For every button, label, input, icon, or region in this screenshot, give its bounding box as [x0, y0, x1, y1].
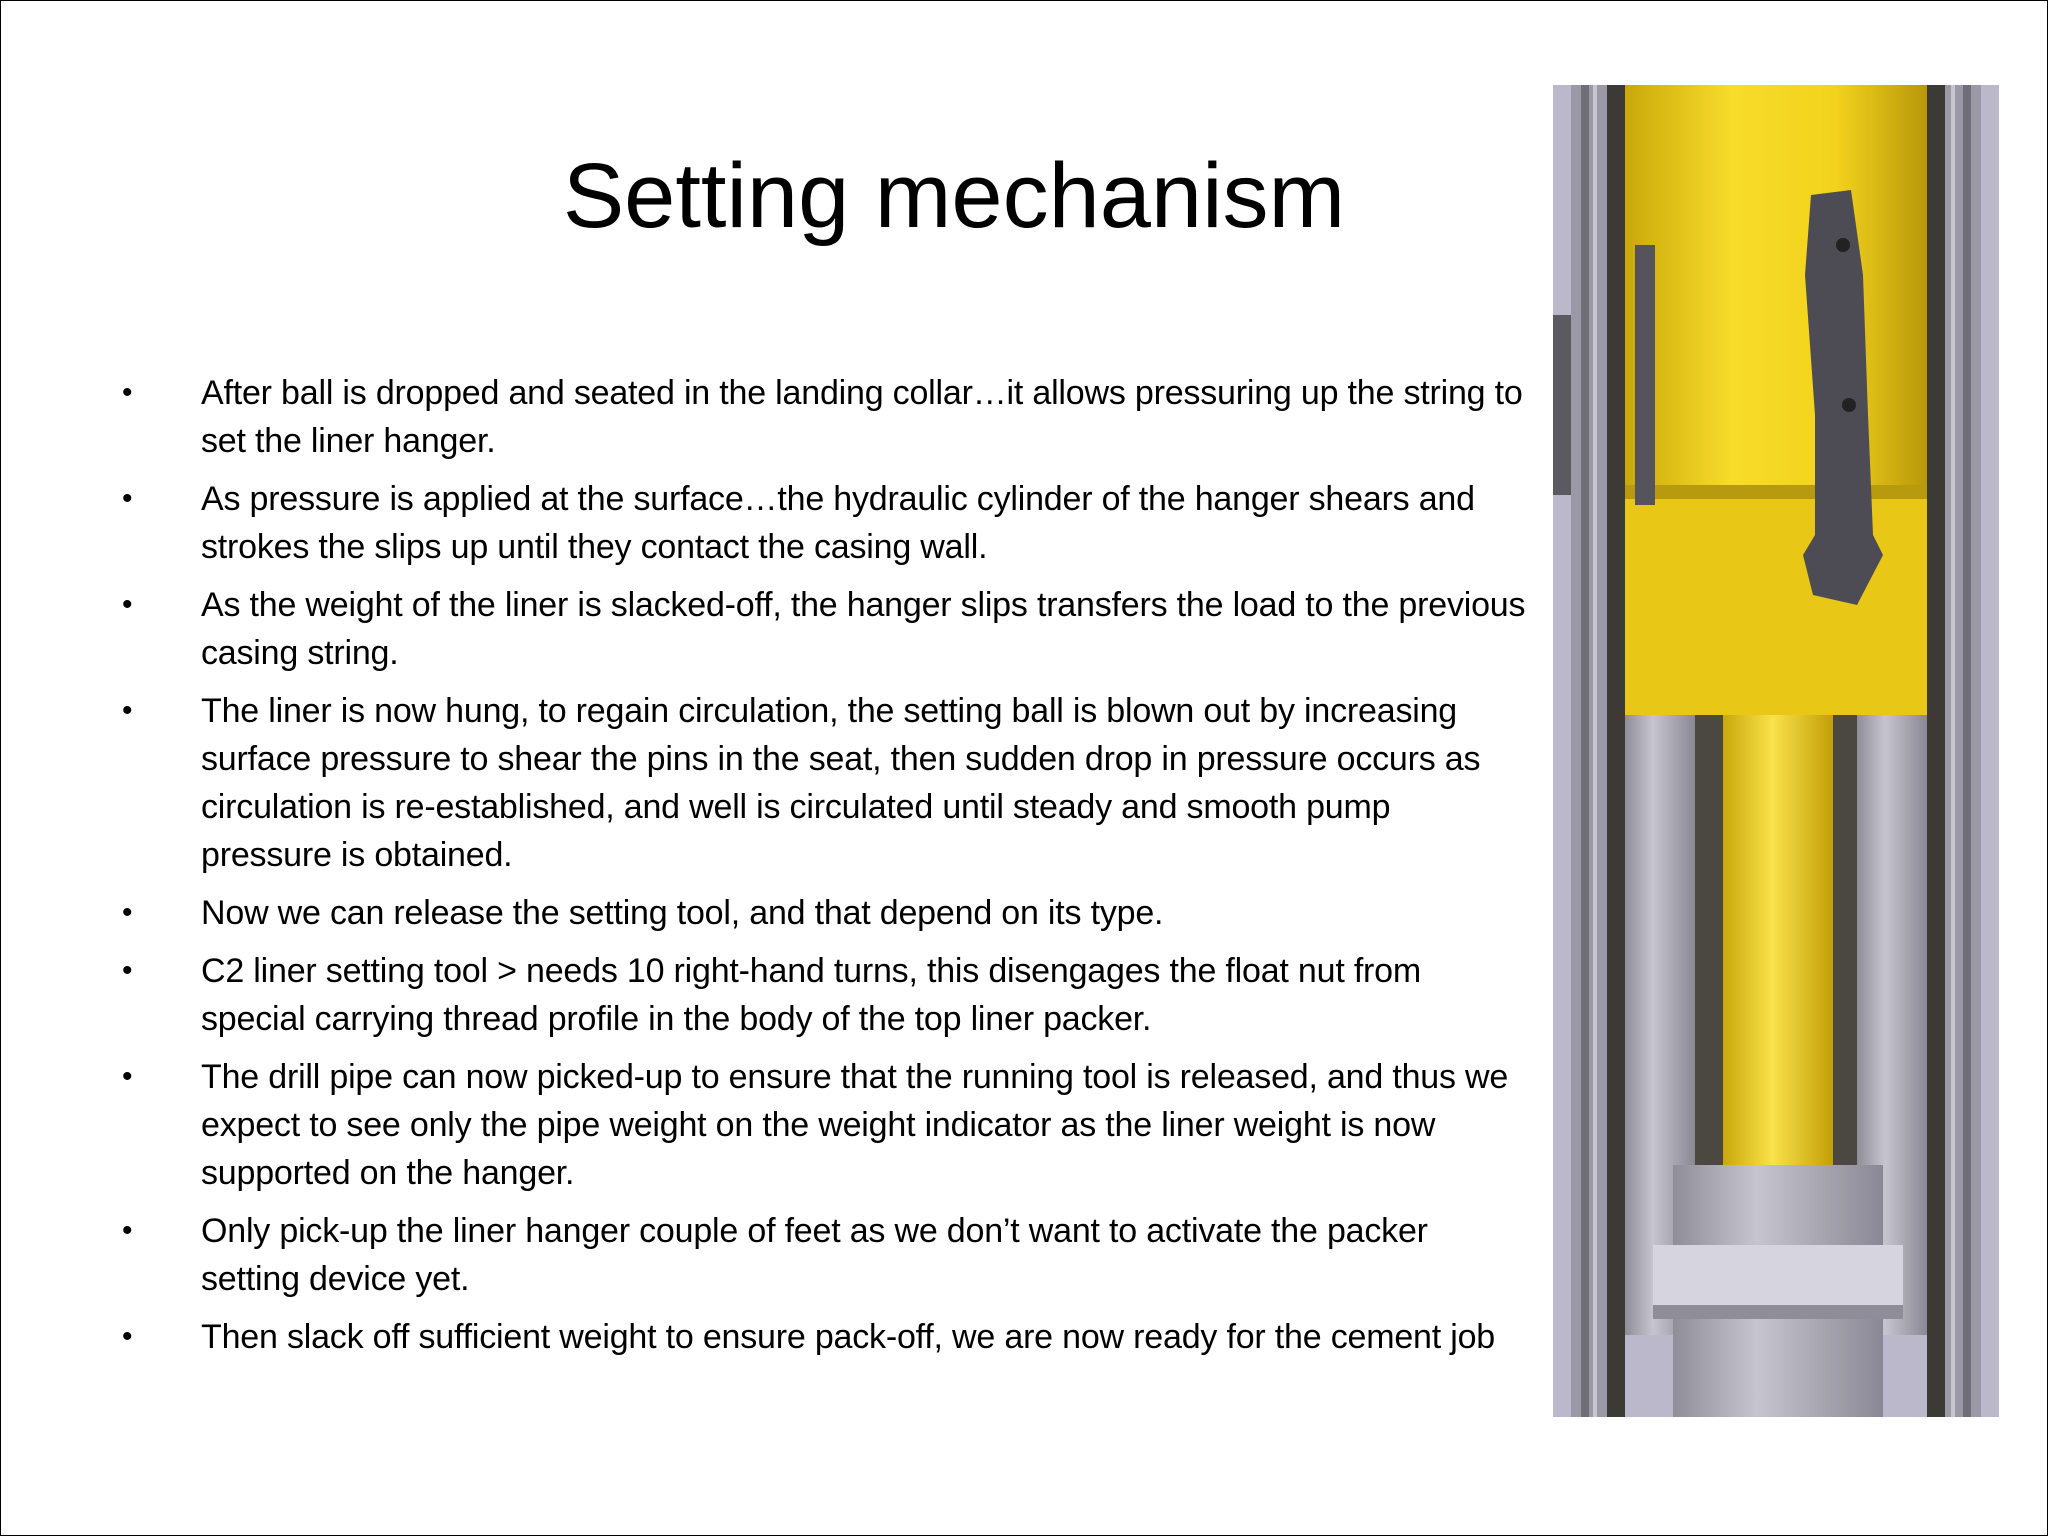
bullet-marker: • — [122, 376, 133, 409]
bullet-text: C2 liner setting tool > needs 10 right-hand turns, this disengages the float nut from special carrying thread profile in the body of the top liner packer. — [201, 952, 1422, 1038]
liner-hanger-drawing — [1553, 85, 1999, 1417]
slide-title-text: Setting mechanism — [562, 145, 1346, 247]
bullet-marker: • — [122, 1320, 133, 1353]
slide-title — [121, 141, 1346, 251]
bullet-item — [119, 1053, 1529, 1197]
bullet-marker: • — [122, 694, 133, 727]
inner-pipe — [1723, 715, 1833, 1235]
bullet-marker: • — [122, 588, 133, 621]
bullet-item — [119, 1313, 1529, 1361]
bullet-text: The liner is now hung, to regain circulation, the setting ball is blown out by increasing surface pressure to shear the pins in the seat, then sudden drop in pressure occurs as circulation is re-established, and well is circulated until steady and smooth pump pressure is obtained. — [201, 692, 1481, 874]
bullet-text: As pressure is applied at the surface…the hydraulic cylinder of the hanger shears and strokes the slips up until they contact the casing wall. — [201, 480, 1475, 566]
bullet-marker: • — [122, 954, 133, 987]
bullet-text: Then slack off sufficient weight to ensure pack-off, we are now ready for the cement job — [201, 1318, 1496, 1356]
bullet-item — [119, 889, 1529, 937]
bullet-marker: • — [122, 1060, 133, 1093]
liner-hanger-illustration — [1553, 85, 1999, 1417]
bullet-text: Only pick-up the liner hanger couple of feet as we don’t want to activate the packer setting device yet. — [201, 1212, 1428, 1298]
bullet-marker: • — [122, 896, 133, 929]
bullet-text: After ball is dropped and seated in the landing collar…it allows pressuring up the string to set the liner hanger. — [201, 374, 1523, 460]
bullet-list — [119, 369, 1529, 1371]
bullet-item — [119, 475, 1529, 571]
bullet-text: The drill pipe can now picked-up to ensure that the running tool is released, and thus we expect to see only the pipe weight on the weight indicator as the liner weight is now supported on the hanger. — [201, 1058, 1509, 1192]
bullet-marker: • — [122, 482, 133, 515]
bullet-text: As the weight of the liner is slacked-off, the hanger slips transfers the load to the previous casing string. — [201, 586, 1526, 672]
bullet-text: Now we can release the setting tool, and that depend on its type. — [201, 894, 1164, 932]
bullet-item — [119, 947, 1529, 1043]
bullet-item — [119, 1207, 1529, 1303]
bullet-marker: • — [122, 1214, 133, 1247]
bullet-item — [119, 369, 1529, 465]
bullet-item — [119, 687, 1529, 879]
bullet-item — [119, 581, 1529, 677]
